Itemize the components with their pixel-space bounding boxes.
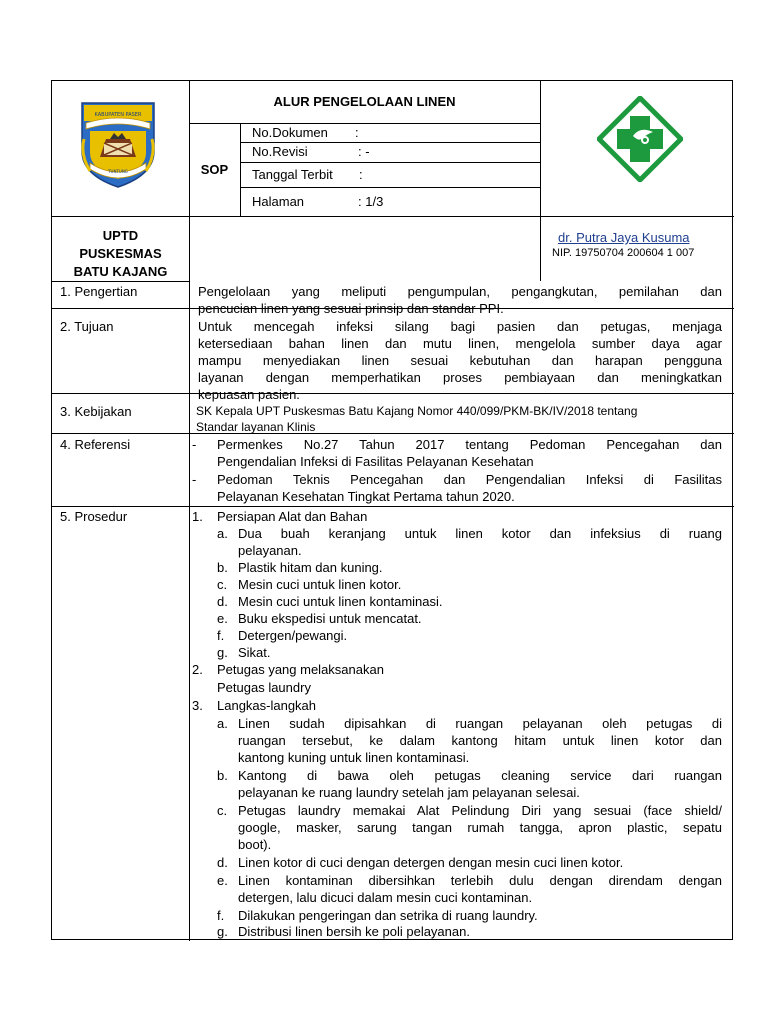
step-number: 2. — [192, 662, 203, 677]
substep-line: Kantong di bawa oleh petugas cleaning service dari ruangan — [238, 768, 722, 783]
substep-letter: c. — [217, 803, 228, 818]
svg-text:KABUPATEN PASER: KABUPATEN PASER — [94, 112, 142, 118]
section-label-pengertian: 1. Pengertian — [60, 284, 138, 299]
substep-line: Dilakukan pengeringan dan setrika di ruang laundry. — [238, 908, 538, 923]
page-label: Halaman — [252, 194, 305, 209]
issue-date-value: : — [359, 167, 363, 182]
pengertian-line: pencucian linen yang sesuai prinsip dan standar PPI. — [198, 301, 504, 316]
doc-number-label: No.Dokumen — [252, 125, 328, 140]
org-name-line-2: PUSKESMAS — [79, 246, 162, 261]
page-value: : 1/3 — [358, 194, 384, 209]
referensi-line: Pedoman Teknis Pencegahan dan Pengendalian Infeksi di Fasilitas — [217, 472, 722, 487]
sop-label: SOP — [200, 162, 229, 177]
puskesmas-logo — [597, 96, 683, 182]
kebijakan-line: SK Kepala UPT Puskesmas Batu Kajang Nomor 440/099/PKM-BK/IV/2018 tentang — [196, 404, 638, 418]
substep-line: pelayanan. — [238, 543, 302, 558]
substep-letter: e. — [217, 611, 228, 626]
step-number: 3. — [192, 698, 203, 713]
substep-line: Dua buah keranjang untuk linen kotor dan infeksius di ruang — [238, 526, 722, 541]
revision-value: : - — [358, 144, 370, 159]
issue-date-label: Tanggal Terbit — [252, 167, 333, 182]
substep-letter: b. — [217, 768, 228, 783]
substep-line: Petugas laundry memakai Alat Pelindung Diri yang sesuai (face shield/ — [238, 803, 722, 818]
substep-line: Buku ekspedisi untuk mencatat. — [238, 611, 422, 626]
substep-letter: f. — [217, 908, 225, 923]
substep-letter: e. — [217, 873, 228, 888]
tujuan-line: mampu menyediakan linen sesuai kebutuhan dan harapan pengguna — [198, 353, 722, 368]
substep-letter: a. — [217, 526, 228, 541]
substep-line: pelayanan ke ruang laundry setelah jam pelayanan selesai. — [238, 785, 580, 800]
referensi-line: Pelayanan Kesehatan Tingkat Pertama tahun 2020. — [217, 489, 515, 504]
substep-line: Mesin cuci untuk linen kontaminasi. — [238, 594, 443, 609]
pengertian-line: Pengelolaan yang meliputi pengumpulan, pengangkutan, pemilahan dan — [198, 284, 722, 299]
substep-letter: g. — [217, 924, 228, 939]
substep-line: Distribusi linen bersih ke poli pelayanan. — [238, 924, 470, 939]
step-title: Langkas-langkah — [217, 698, 317, 713]
substep-line: ruangan tersebut, ke dalam kantong hitam untuk linen kotor dan — [238, 733, 722, 748]
sop-document — [51, 80, 733, 940]
substep-letter: c. — [217, 577, 228, 592]
tujuan-line: Untuk mencegah infeksi silang bagi pasien dan petugas, menjaga — [198, 319, 722, 334]
referensi-bullet: - — [192, 472, 197, 487]
tujuan-line: kepuasan pasien. — [198, 387, 300, 402]
substep-line: detergen, lalu dicuci dalam mesin cuci kontaminan. — [238, 890, 533, 905]
substep-line: Linen kotor di cuci dengan detergen dengan mesin cuci linen kotor. — [238, 855, 624, 870]
substep-line: Detergen/pewangi. — [238, 628, 348, 643]
referensi-line: Pengendalian Infeksi di Fasilitas Pelayanan Kesehatan — [217, 454, 534, 469]
section-label-kebijakan: 3. Kebijakan — [60, 404, 132, 419]
referensi-line: Permenkes No.27 Tahun 2017 tentang Pedoman Pencegahan dan — [217, 437, 722, 452]
substep-letter: b. — [217, 560, 228, 575]
referensi-bullet: - — [192, 437, 197, 452]
section-label-prosedur: 5. Prosedur — [60, 509, 128, 524]
substep-line: boot). — [238, 837, 272, 852]
substep-letter: d. — [217, 855, 228, 870]
tujuan-line: layanan dengan memperhatikan proses pembiayaan dan meningkatkan — [198, 370, 722, 385]
substep-line: Linen sudah dipisahkan di ruangan pelayanan oleh petugas di — [238, 716, 722, 731]
signer-nip: NIP. 19750704 200604 1 007 — [552, 247, 695, 259]
substep-letter: f. — [217, 628, 225, 643]
substep-line: Mesin cuci untuk linen kotor. — [238, 577, 402, 592]
revision-label: No.Revisi — [252, 144, 308, 159]
svg-text:TUNTUNG: TUNTUNG — [108, 169, 128, 174]
substep-line: kantong kuning untuk linen kontaminasi. — [238, 750, 470, 765]
org-name-line-1: UPTD — [102, 228, 139, 243]
kebijakan-line: Standar layanan Klinis — [196, 420, 316, 434]
substep-line: Plastik hitam dan kuning. — [238, 560, 383, 575]
step-title: Petugas yang melaksanakan — [217, 662, 384, 677]
substep-line: Linen kontaminan dibersihkan terlebih dulu dengan direndam dengan — [238, 873, 722, 888]
step-title: Persiapan Alat dan Bahan — [217, 509, 368, 524]
document-title: ALUR PENGELOLAAN LINEN — [273, 94, 456, 109]
section-label-referensi: 4. Referensi — [60, 437, 131, 452]
doc-number-value: : — [355, 125, 359, 140]
substep-letter: g. — [217, 645, 228, 660]
substep-letter: d. — [217, 594, 228, 609]
section-label-tujuan: 2. Tujuan — [60, 319, 114, 334]
step-detail: Petugas laundry — [217, 680, 311, 695]
substep-line: Sikat. — [238, 645, 271, 660]
tujuan-line: ketersediaan bahan linen dan mutu linen, mengelola sumber daya agar — [198, 336, 722, 351]
district-emblem-logo — [76, 99, 160, 189]
substep-letter: a. — [217, 716, 228, 731]
substep-line: google, masker, sarung tangan rumah tangga, apron plastic, sepatu — [238, 820, 722, 835]
org-name-line-3: BATU KAJANG — [73, 264, 168, 279]
step-number: 1. — [192, 509, 203, 524]
signer-name: dr. Putra Jaya Kusuma — [558, 230, 690, 245]
